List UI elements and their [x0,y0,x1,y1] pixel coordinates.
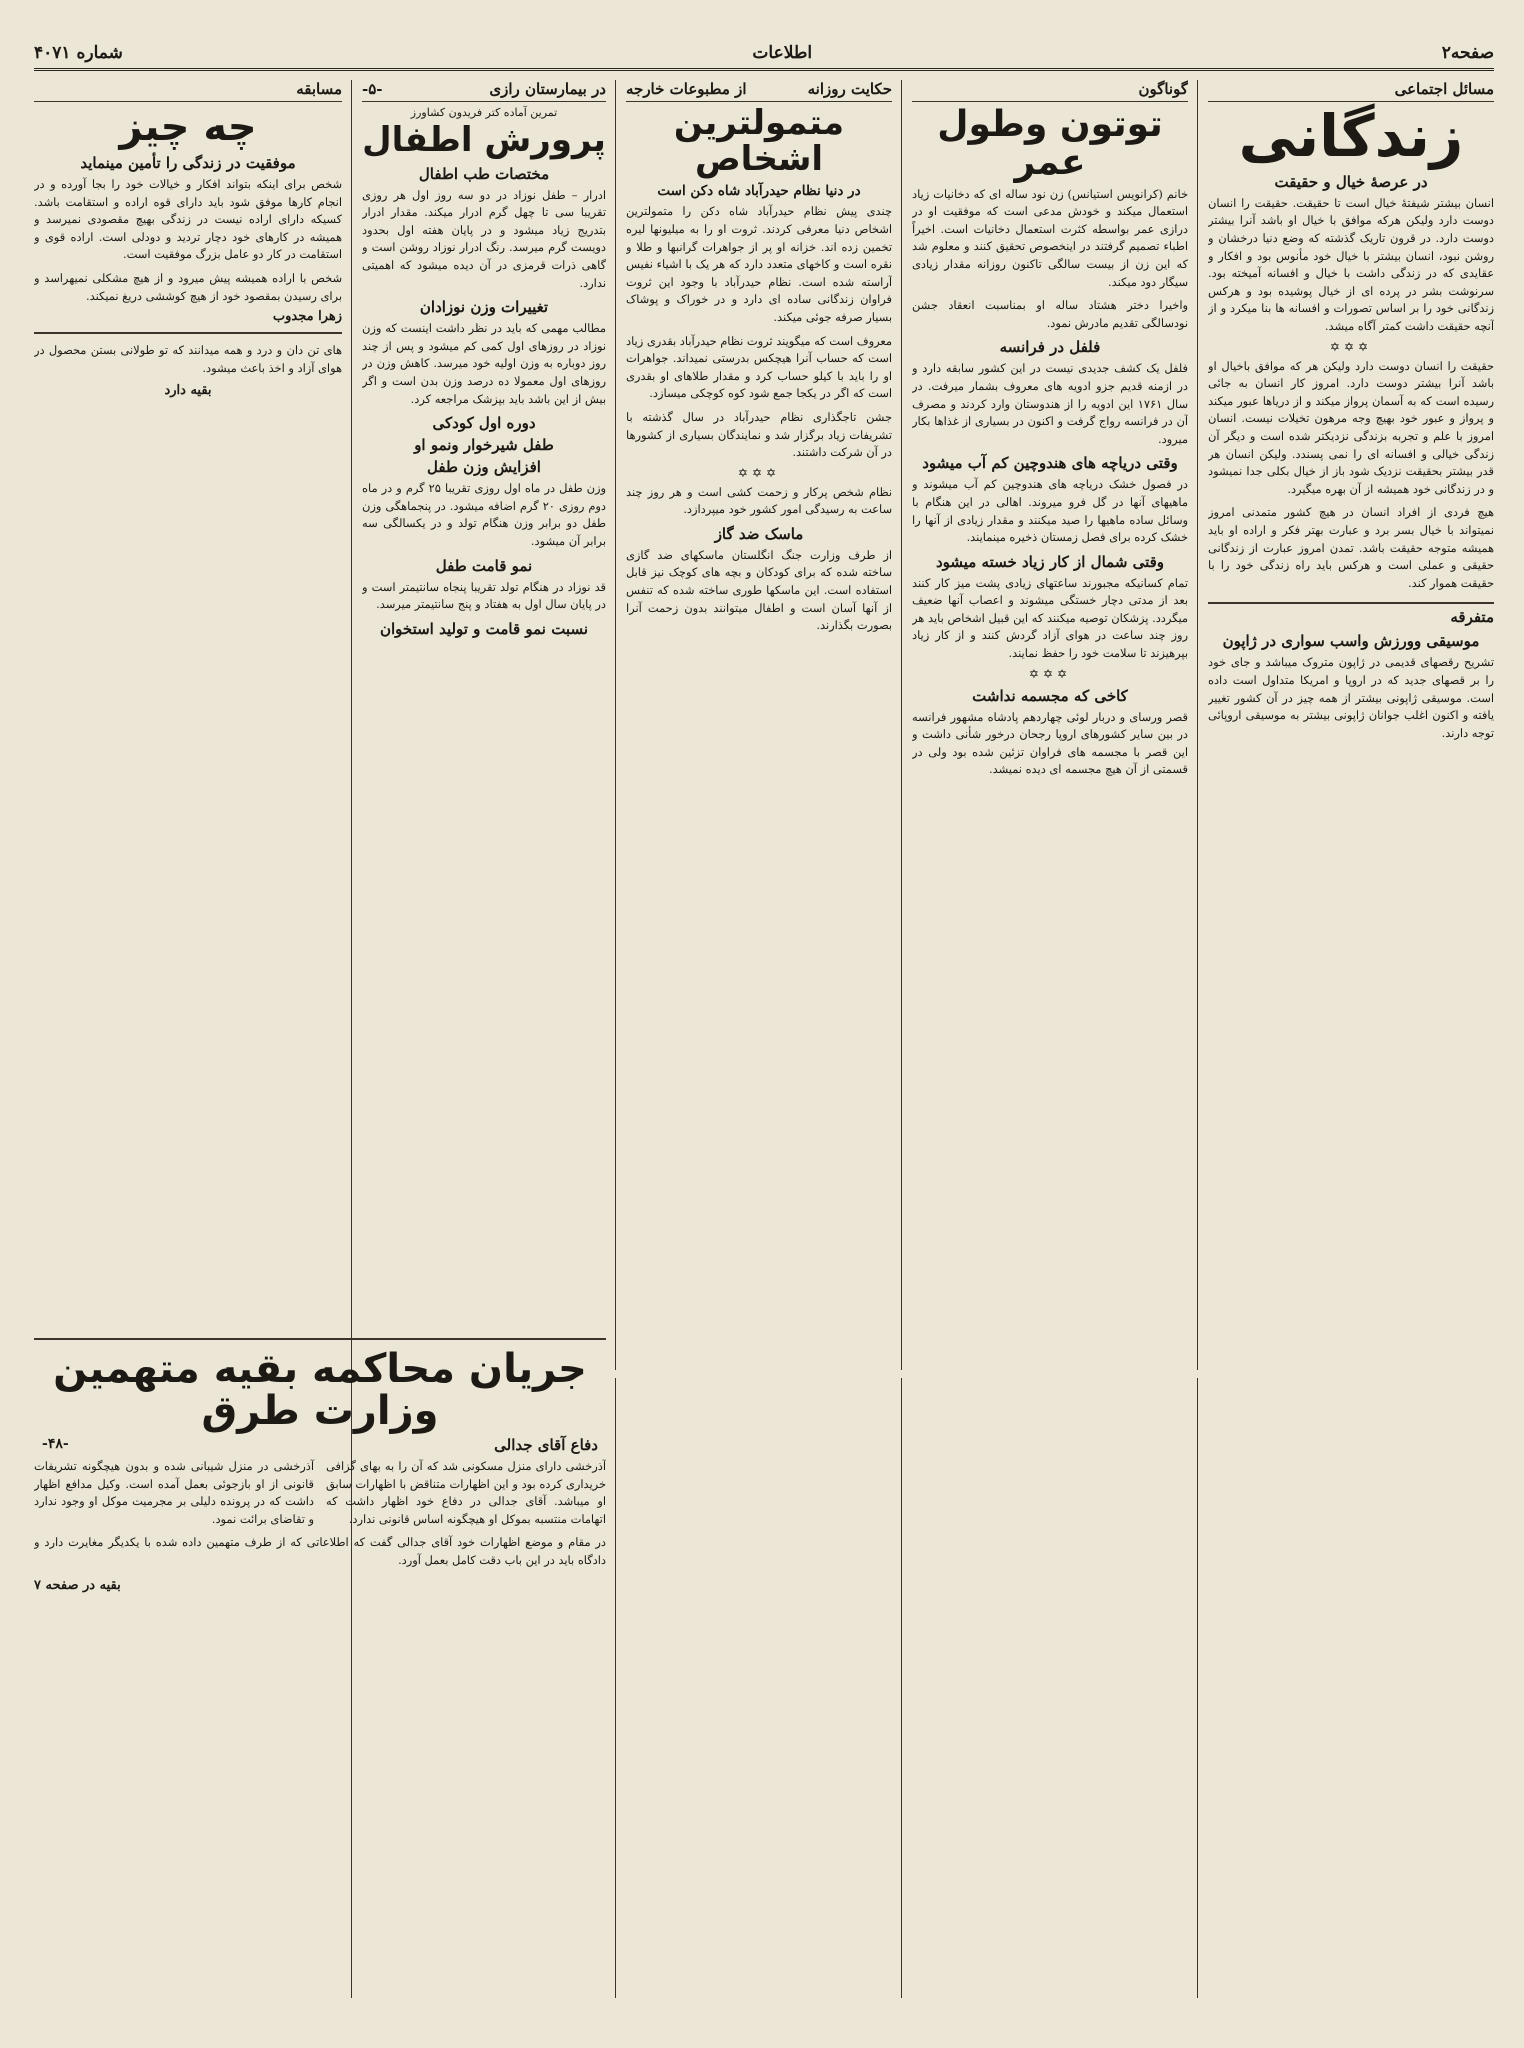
article-headline: توتون وطول عمر [937,104,1163,183]
article-subhead: نمو قامت طفل [435,556,533,575]
masthead [34,38,1494,71]
article-subhead: کاخی که مجسمه نداشت [972,686,1128,705]
article-body: فلفل یک کشف جدیدی نیست در این کشور سابقه دارد و در ازمنه قدیم جزو ادویه های معروف بشمار میرفت. در سال ۱۷۶۱ این ادویه را از هندوستان وارد کردند و مصرف آن در فرانسه رواج گرفت و اکنون در بسیاری از غذاها بکار میرود. [912,361,1188,446]
column-divider [351,80,352,1370]
section-separator: ✡✡✡ [1028,666,1072,681]
article-body: آذرخشی در منزل شیبانی شده و بدون هیچگونه تشریفات قانونی از او بازجوئی بعمل آمده است. وکیل مدافع اظهار داشت که در پرونده دلیلی بر مجرمیت موکل او وجود ندارد و تقاضای برائت نمود. [34,1459,314,1526]
continued-note: بقیه دارد [164,383,212,399]
column-divider [615,1378,616,1998]
section-kicker: حکایت روزانه [807,80,892,98]
article-body: های تن دان و درد و همه میدانند که تو طولانی بستن محصول در هوای آزاد و اخذ باعث میشود. [34,343,342,375]
article-body: قصر ورسای و دربار لوئی چهاردهم پادشاه مشهور فرانسه در بین سایر کشورهای اروپا رجحان درخور شأنی داشت و این قصر با مجسمه های فراوان تزئین شده بود ولی در قسمتی از آن هیچ مجسمه ای دیده نمیشد. [912,709,1188,777]
article-body: در مقام و موضع اظهارات خود آقای جدالی گفت که اطلاعاتی که از طرف متهمین داده شده با یکدیگر مغایرت دارد و دادگاه باید در این باب دقت کامل بعمل آورد. [34,1535,606,1567]
article-subhead: نسبت نمو قامت و تولید استخوان [379,619,589,638]
article-body: هیچ فردی از افراد انسان در هیچ کشور متمدنی امروز نمیتواند با خیال بسر برد و عبارت بهتر فکر و اراده او باید همیشه متوجه حقیقت باشد. تمدن امروز عبارت از زندگانی حقیقی و عملی است و هرکس باید راه زندگی خود را با حقیقت هموار کند. [1208,505,1494,590]
column-daily-story [626,80,892,2000]
column-divider [1197,80,1198,1370]
article-subhead: وقتی دریاچه های هندوچین کم آب میشود [922,454,1178,473]
banner-rule [34,1338,606,1340]
column-divider [1197,1378,1198,1998]
banner-story [34,1344,606,2004]
article-body: جشن تاجگذاری نظام حیدرآباد در سال گذشته با تشریفات زیاد برگزار شد و نمایندگان بسیاری از کشورها در آن شرکت داشتند. [626,409,892,460]
page-number: صفحه۲ [1441,43,1494,63]
article-subhead: وقتی شمال از کار زیاد خسته میشود [935,552,1165,571]
article-body: معروف است که میگویند ثروت نظام حیدرآباد بقدری زیاد است که حساب آنرا هیچکس بدرستی نمیداند. جواهرات او را باید با کیلو حساب کرد و مقدار طلاهای او بقدری است که اگر در یکجا جمع شود کوه کوچکی میسازد. [626,333,892,401]
section-separator: ✡✡✡ [1329,339,1373,354]
column-divider [901,80,902,1370]
article-subhead: تغییرات وزن نوزادان [419,298,549,317]
article-subhead: دوره اول کودکی [432,414,536,433]
banner-subhead: دفاع آقای جدالی [494,1436,598,1454]
section-kicker: مسائل اجتماعی [1394,80,1494,98]
article-body: خانم (کرانویس استیانس) زن نود ساله ای که دخانیات زیاد استعمال میکند و خودش مدعی است که موفقیت او در درازی عمر بواسطه کثرت استعمال دخانیات است. اخیراً اطباء تصمیم گرفتند در اینخصوص تحقیق کنند و معلوم شد که این زن از بیست سالگی تاکنون روزانه مقدار زیادی سیگار دود میکند. [912,186,1188,289]
article-subhead: ماسک ضد گاز [714,524,804,543]
article-subhead: موفقیت در زندگی را تأمین مینماید [80,154,296,172]
article-body: مطالب مهمی که باید در نظر داشت اینست که وزن نوزاد در روزهای اول کمی کم میشود و پس از چند روز دوباره به وزن اولیه خود میرسد. کاهش وزن در روزهای اول معمولا ده درصد وزن بدن است و اگر بیش از این باشد باید بپزشک مراجعه کرد. [362,321,606,406]
continued-note: بقیه در صفحه ۷ [34,1577,121,1593]
banner-headline: جریان محاکمه بقیه متهمین وزارت طرق [53,1346,587,1434]
column-contest [34,80,342,1340]
article-subhead: در عرصهٔ خیال و حقیقت [1274,172,1428,191]
article-subhead: فلفل در فرانسه [999,338,1101,357]
column-child-care [362,80,606,1340]
box-kicker: متفرقه [1450,608,1494,627]
section-source: از مطبوعات خارجه [626,80,747,98]
column-social-issues [1208,80,1494,2000]
box-body: تشریح رقصهای قدیمی در ژاپون متروک میباشد و جای خود را بر قصهای جدید که در اروپا و امریکا متداول است داده است. موسیقی ژاپونی بیشتر از همه چیز در آن کشور تغییر یافته و اکنون اغلب جوانان ژاپونی بیشتر به موسیقی اروپائی توجه دارند. [1208,655,1494,740]
article-body: نظام شخص پرکار و زحمت کشی است و هر روز چند ساعت به رسیدگی امور کشور خود میپردازد. [626,484,892,517]
article-body: شخص برای اینکه بتواند افکار و خیالات خود را بجا آورده و در انجام کارها موفق شود باید دارای قوه اراده و استقامت باشد. کسیکه دارای اراده نیست در زندگی بهیچ مقصودی نمیرسد و همیشه در کارهای خود دچار تردید و دودلی است. اراده قوی و استقامت در کار دو عامل بزرگ موفقیت است. [34,177,342,262]
article-subhead: مختصات طب اطفال [418,164,550,183]
article-subhead: طفل شیرخوار ونمو او [414,436,554,455]
article-body: تمام کسانیکه مجبورند ساعتهای زیادی پشت میز کار کنند بعد از مدتی دچار خستگی میشوند و اعصاب آنها ضعیف میگردد. پزشکان توصیه میکنند که این قبیل اشخاص باید هر روز چند ساعت در هوای آزاد گردش کنند و از کار زیاد بپرهیزند تا سلامت خود را حفظ نمایند. [912,575,1188,661]
column-divider [901,1378,902,1998]
article-subhead: در دنیا نظام حیدرآباد شاه دکن است [657,183,861,200]
newspaper-page [34,38,1494,2018]
article-subhead: افزایش وزن طفل [427,458,541,477]
article-headline: زندگانی [1238,102,1464,170]
section-kicker: در بیمارستان رازی [489,80,606,98]
article-body: وزن طفل در ماه اول روزی تقریبا ۲۵ گرم و در ماه دوم روزی ۲۰ گرم اضافه میشود. در پنجماهگی وزن طفل دو برابر وزن هنگام تولد و در یکسالگی سه برابر آن میشود. [362,481,606,548]
article-body: قد نوزاد در هنگام تولد تقریبا پنجاه سانتیمتر است و در پایان سال اول به هفتاد و پنج سانتیمتر میرسد. [362,579,606,612]
article-headline: چه چیز [119,104,257,150]
article-body: حقیقت را انسان دوست دارد ولیکن هر که موافق باخیال او باشد آنرا بیشتر دوست دارد. امروز کار انسان به جائی رسیده است که به آسمان پرواز میکند و از دریاها عبور میکند و پرواز و عبور خود بهیچ وجه مرهون تخیلات نیست. انسان امروز با علم و تجربه بزندگی نزدیکتر شده است و دیگر آن زندگی خیالی و افسانه ای را نمی پسندد. ولیکن انسان هر قدر بیشتر بحقیقت نزدیک شود باز از خیال بکلی جدا نمیشود و در زندگانی خود همیشه از آن بهره میگیرد. [1208,358,1494,496]
article-body: آذرخشی دارای منزل مسکونی شد که آن را به بهای گزافی خریداری کرده بود و این اظهارات متناقض با اظهارات سابق او میباشد. آقای جدالی در دفاع خود اظهار داشت که اتهامات منتسبه بموکل او هیچگونه اساس قانونی ندارد. [326,1459,606,1526]
misc-box [1208,602,1494,742]
article-body: ادرار – طفل نوزاد در دو سه روز اول هر روزی تقریبا سی تا چهل گرم ادرار میکند. مقدار ادرار بتدریج زیاد میشود و در پایان هفته اول بحدود دویست گرم میرسد. رنگ ادرار نوزاد روشن است و گاهی ذرات قرمزی در آن دیده میشود که اهمیتی ندارد. [362,187,606,290]
byline: تمرین آماده کتر فریدون کشاورز [410,106,558,119]
series-number: -۵- [362,80,383,98]
box-headline: موسیقی وورزش واسب سواری در ژاپون [1222,632,1480,651]
article-body: چندی پیش نظام حیدرآباد شاه دکن را متمولترین اشخاص دنیا معرفی کردند. ثروت او را به میلیونها لیره تخمین زده اند. خزانه او پر از جواهرات گرانبها و طلا و نقره است و کاخهای متعدد دارد که هر یک با اشیاء نفیس آراسته شده است. نظام حیدرآباد با وجود این ثروت فراوان زندگانی ساده ای دارد و در خوراک و پوشاک بسیار صرفه جوئی میکند. [626,204,892,324]
article-signature: زهرا مجدوب [272,309,342,325]
article-headline: پرورش اطفال [362,120,606,160]
column-miscellany [912,80,1188,2000]
article-headline: متمولترین اشخاص [673,103,845,179]
issue-number: شماره ۴۰۷۱ [34,43,123,63]
series-number: -۴۸- [42,1436,69,1452]
article-body: شخص با اراده همیشه پیش میرود و از هیچ مشکلی نمیهراسد و برای رسیدن بمقصود خود از هیچ کوششی دریغ نمیکند. [34,270,342,303]
article-body: از طرف وزارت جنگ انگلستان ماسکهای ضد گازی ساخته شده که برای کودکان و بچه های کوچک نیز قابل استفاده است. این ماسکها طوری ساخته شده که تنفس از آنها آسان است و اطفال میتوانند بدون زحمت آنرا بصورت بگذارند. [626,547,892,633]
section-separator: ✡✡✡ [737,465,781,480]
paper-name: اطلاعات [752,43,813,63]
section-kicker: گوناگون [1138,80,1188,98]
column-divider [615,80,616,1370]
article-body: واخیرا دختر هشتاد ساله او بمناسبت انعقاد جشن نودسالگی تقدیم مادرش نمود. [912,298,1188,330]
article-body: انسان بیشتر شیفتهٔ خیال است تا حقیقت. حقیقت را انسان دوست دارد ولیکن هرکه موافق با خیال او باشد آنرا بیشتر دوست دارد. در قرون تاریک گذشته که وضع دنیا درخشان و روشن نبود، انسان بیشتر با خیال خود مأنوس بود و افکار و عقایدی که در زندگی داشت با خیال و افسانه آمیخته بود. سرنوشت بشر در پرده ای از خیال پوشیده بود و هرکس زندگانی خود را بر اساس تصورات و افسانه ها بنا میکرد و از آنچه حقیقت داشت کمتر آگاه میشد. [1208,195,1494,334]
section-kicker: مسابقه [296,80,342,98]
article-body: در فصول خشک دریاچه های هندوچین کم آب میشوند و ماهیهای آنها در گل فرو میروند. اهالی در این هنگام با وسائل ساده ماهیها را صید میکنند و مقدار زیادی از آنها را خشک کرده برای فصل زمستان ذخیره مینمایند. [912,477,1188,545]
divider [34,332,342,334]
